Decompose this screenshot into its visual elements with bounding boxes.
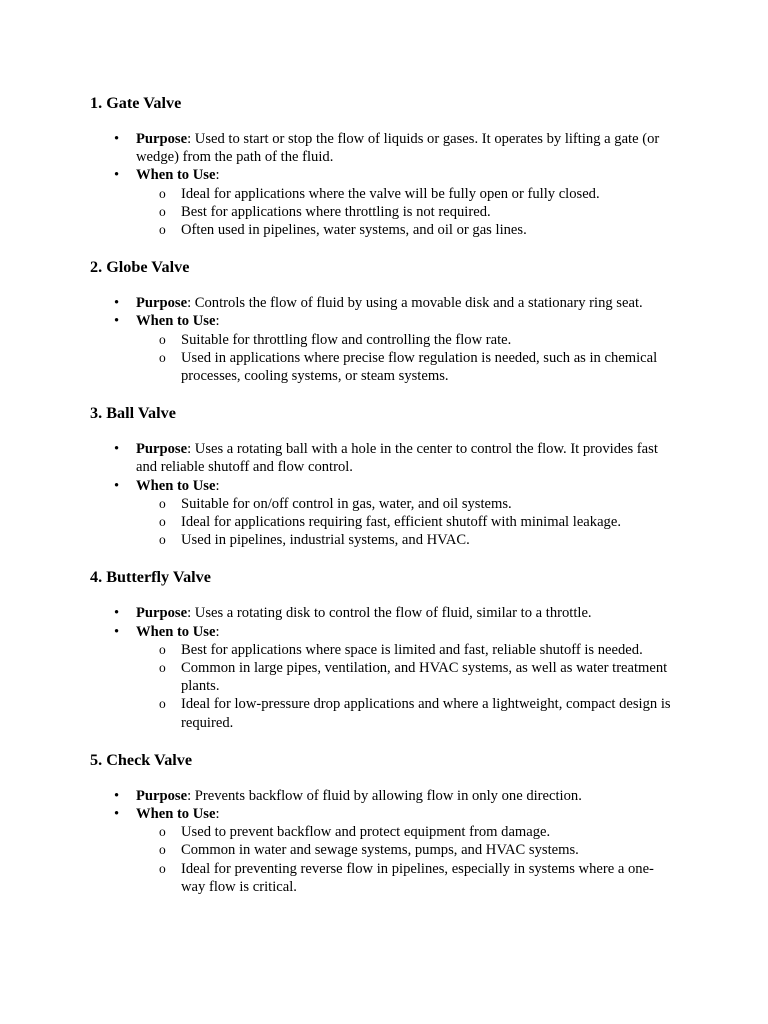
- use-item: o Ideal for preventing reverse flow in pipelines, especially in systems where a one-way flow is critical.: [136, 860, 678, 896]
- purpose-item: [90, 440, 678, 476]
- section-ball-valve: [90, 403, 678, 549]
- purpose-text: : Used to start or stop the flow of liquids or gases. It operates by lifting a gate (or wedge) from the path of the fluid.: [136, 131, 660, 166]
- use-list: [136, 641, 678, 732]
- when-to-use-label: When to Use: [136, 806, 216, 823]
- section-heading: 5. Check Valve: [90, 750, 193, 769]
- purpose-label: Purpose: [136, 605, 188, 622]
- when-to-use-label: When to Use: [136, 313, 216, 330]
- section-check-valve: [90, 750, 678, 896]
- use-item: o Ideal for low-pressure drop applications and where a lightweight, compact design is required.: [136, 695, 678, 731]
- purpose-item: [90, 787, 678, 805]
- use-item: o Suitable for throttling flow and controlling the flow rate.: [136, 331, 678, 349]
- when-to-use-item: [90, 477, 678, 550]
- bullet-list: [90, 604, 678, 731]
- purpose-label: Purpose: [136, 295, 188, 312]
- use-item: o Often used in pipelines, water systems, and oil or gas lines.: [136, 221, 678, 239]
- purpose-label: Purpose: [136, 441, 188, 458]
- section-globe-valve: [90, 257, 678, 385]
- section-heading: 1. Gate Valve: [90, 94, 182, 112]
- purpose-item: [90, 604, 678, 622]
- use-list: [136, 823, 678, 896]
- when-to-use-colon: :: [215, 623, 220, 640]
- purpose-text: : Controls the flow of fluid by using a movable disk and a stationary ring seat.: [187, 295, 643, 312]
- use-item: o Used in applications where precise flow regulation is needed, such as in chemical processes, cooling systems, or steam systems.: [136, 349, 678, 385]
- section-gate-valve: [90, 93, 678, 239]
- bullet-list: [90, 440, 678, 549]
- when-to-use-label: When to Use: [136, 623, 216, 640]
- purpose-text: : Uses a rotating ball with a hole in the center to control the flow. It provides fast and reliable shutoff and flow control.: [136, 441, 658, 476]
- when-to-use-colon: :: [215, 167, 220, 184]
- purpose-item: [90, 130, 678, 166]
- bullet-list: [90, 787, 678, 896]
- purpose-label: Purpose: [136, 787, 188, 804]
- bullet-list: [90, 130, 678, 239]
- when-to-use-colon: :: [215, 806, 220, 823]
- use-item: o Used in pipelines, industrial systems, and HVAC.: [136, 531, 678, 549]
- purpose-item: [90, 294, 678, 312]
- purpose-text: : Prevents backflow of fluid by allowing flow in only one direction.: [187, 787, 582, 804]
- section-heading: 2. Globe Valve: [90, 258, 190, 277]
- section-butterfly-valve: [90, 567, 678, 731]
- when-to-use-colon: :: [215, 313, 220, 330]
- use-list: [136, 331, 678, 386]
- when-to-use-item: [90, 166, 678, 239]
- when-to-use-label: When to Use: [136, 167, 216, 184]
- use-item: o Common in water and sewage systems, pumps, and HVAC systems.: [136, 841, 678, 859]
- use-item: o Ideal for applications requiring fast, efficient shutoff with minimal leakage.: [136, 513, 678, 531]
- purpose-text: : Uses a rotating disk to control the flow of fluid, similar to a throttle.: [187, 605, 592, 622]
- use-item: o Ideal for applications where the valve will be fully open or fully closed.: [136, 185, 678, 203]
- use-item: o Best for applications where throttling is not required.: [136, 203, 678, 221]
- when-to-use-colon: :: [215, 477, 220, 494]
- purpose-label: Purpose: [136, 131, 188, 147]
- section-heading: 3. Ball Valve: [90, 404, 176, 423]
- when-to-use-label: When to Use: [136, 477, 216, 494]
- when-to-use-item: [90, 623, 678, 732]
- use-item: o Suitable for on/off control in gas, water, and oil systems.: [136, 495, 678, 513]
- bullet-list: [90, 294, 678, 385]
- use-item: o Common in large pipes, ventilation, and HVAC systems, as well as water treatment plants.: [136, 659, 678, 695]
- use-list: [136, 185, 678, 240]
- when-to-use-item: [90, 805, 678, 896]
- use-list: [136, 495, 678, 550]
- section-heading: 4. Butterfly Valve: [90, 568, 211, 587]
- use-item: o Best for applications where space is limited and fast, reliable shutoff is needed.: [136, 641, 678, 659]
- when-to-use-item: [90, 312, 678, 385]
- use-item: o Used to prevent backflow and protect equipment from damage.: [136, 823, 678, 841]
